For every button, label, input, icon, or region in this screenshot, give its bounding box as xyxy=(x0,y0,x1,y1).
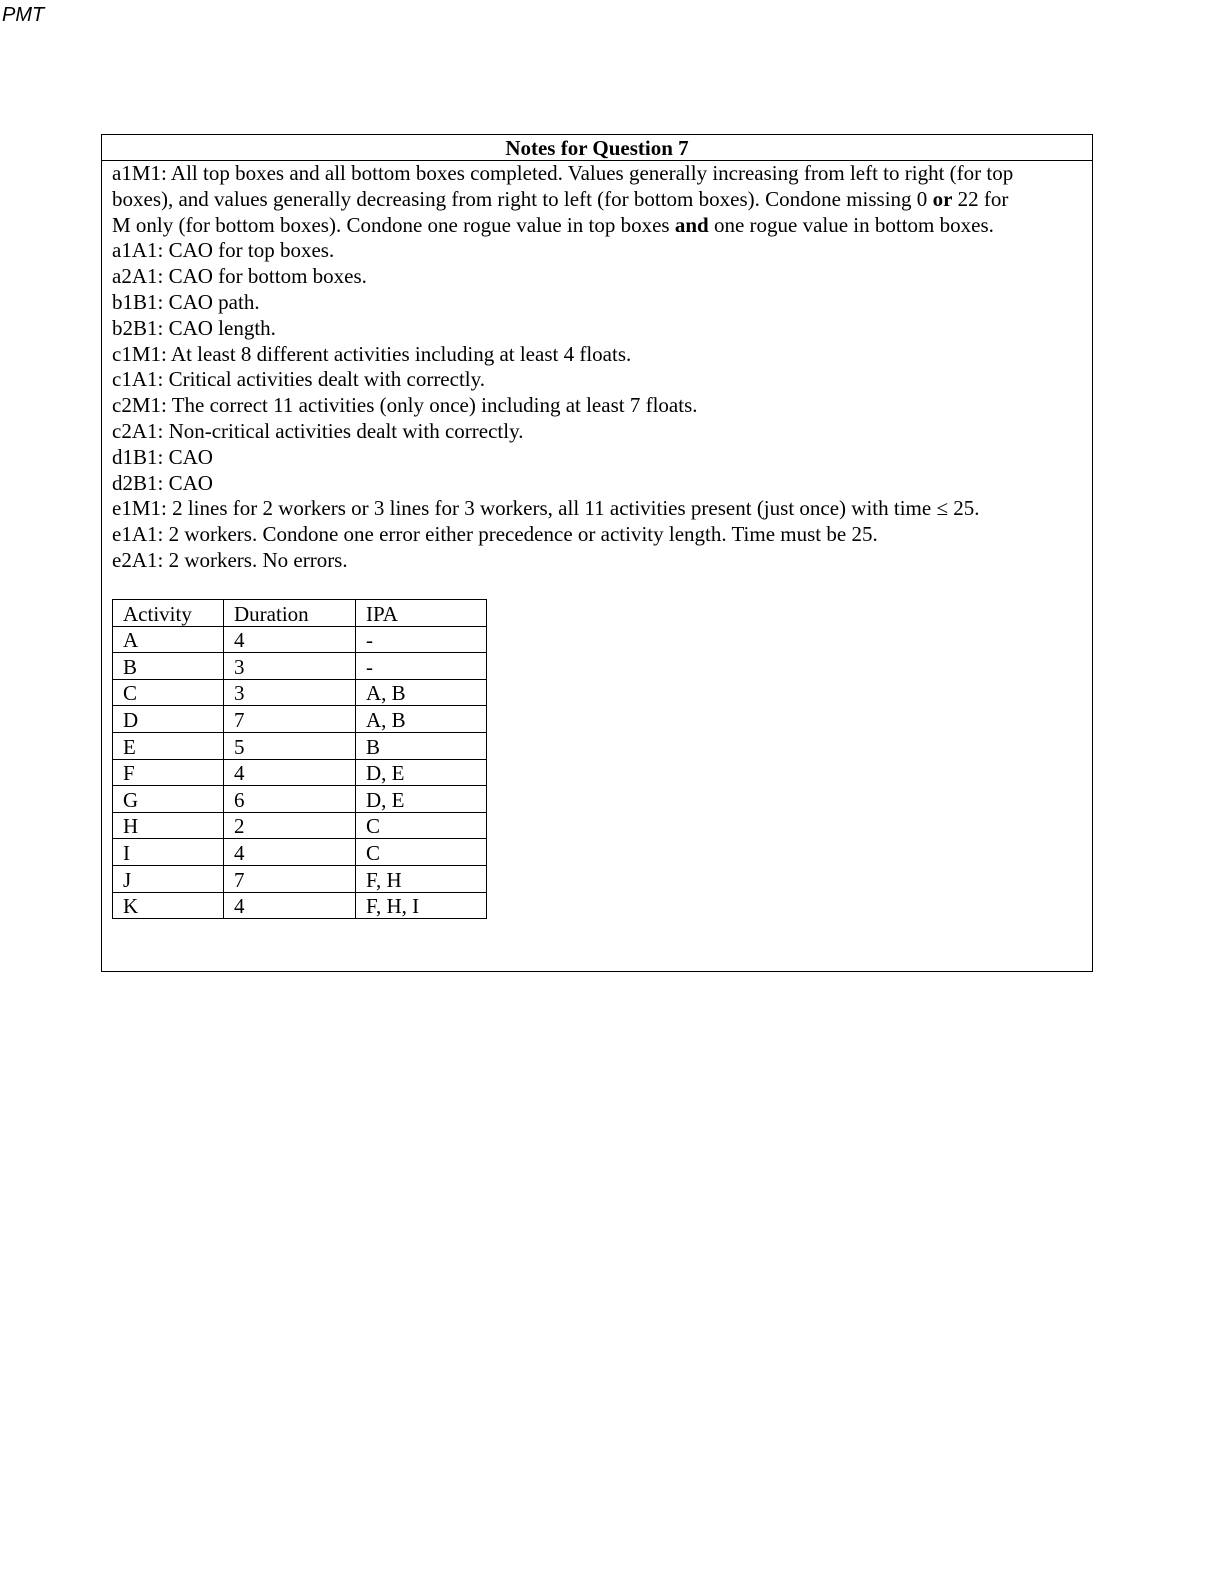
note-line: e1M1: 2 lines for 2 workers or 3 lines for 3 workers, all 11 activities present (just once) with time ≤ 25. xyxy=(112,496,980,521)
activity-table xyxy=(112,599,487,919)
table-cell: IPA xyxy=(356,600,487,627)
page-header: PMT xyxy=(2,4,45,26)
note-line: d2B1: CAO xyxy=(112,470,213,495)
table-cell: B xyxy=(356,732,487,759)
notes-title: Notes for Question 7 xyxy=(102,135,1092,161)
table-cell: D xyxy=(113,706,224,733)
bold-text: and xyxy=(674,212,709,237)
table-row xyxy=(113,732,487,759)
bold-text: or xyxy=(932,186,953,211)
table-cell: 2 xyxy=(224,812,356,839)
table-row xyxy=(113,653,487,680)
text: boxes), and values generally decreasing from right to left (for bottom boxes). Condone missing 0 xyxy=(112,186,933,211)
table-cell: H xyxy=(113,812,224,839)
note-line: e1A1: 2 workers. Condone one error either precedence or activity length. Time must be 25. xyxy=(112,522,878,547)
table-cell: G xyxy=(113,786,224,813)
table-cell: 7 xyxy=(224,865,356,892)
table-cell: C xyxy=(113,679,224,706)
table-cell: 4 xyxy=(224,626,356,653)
table-cell: I xyxy=(113,839,224,866)
table-row xyxy=(113,786,487,813)
note-a1m1-line1: a1M1: All top boxes and all bottom boxes completed. Values generally increasing from left to right (for top xyxy=(112,161,1014,185)
notes-box xyxy=(101,134,1093,972)
table-cell: F, H, I xyxy=(356,892,487,919)
text: 22 for xyxy=(952,186,1009,211)
table-row xyxy=(113,706,487,733)
table-cell: 3 xyxy=(224,653,356,680)
table-cell: K xyxy=(113,892,224,919)
table-header-row xyxy=(113,600,487,627)
table-cell: Duration xyxy=(224,600,356,627)
text: one rogue value in bottom boxes. xyxy=(708,212,994,237)
note-line: c2M1: The correct 11 activities (only once) including at least 7 floats. xyxy=(112,393,698,418)
table-row xyxy=(113,679,487,706)
table-cell: 5 xyxy=(224,732,356,759)
note-line: c1M1: At least 8 different activities including at least 4 floats. xyxy=(112,341,632,366)
table-row xyxy=(113,865,487,892)
table-cell: E xyxy=(113,732,224,759)
note-line: c1A1: Critical activities dealt with correctly. xyxy=(112,367,486,392)
note-line: d1B1: CAO xyxy=(112,444,213,469)
table-row xyxy=(113,759,487,786)
table-cell: J xyxy=(113,865,224,892)
table-cell: F xyxy=(113,759,224,786)
table-cell: C xyxy=(356,839,487,866)
notes-list xyxy=(102,161,1092,574)
table-cell: F, H xyxy=(356,865,487,892)
table-cell: A, B xyxy=(356,679,487,706)
table-cell: 4 xyxy=(224,892,356,919)
table-row xyxy=(113,892,487,919)
note-line: a1A1: CAO for top boxes. xyxy=(112,238,335,263)
table-cell: 6 xyxy=(224,786,356,813)
note-a1m1-line2 xyxy=(112,187,1082,213)
table-cell: B xyxy=(113,653,224,680)
note-line: b1B1: CAO path. xyxy=(112,289,260,314)
note-line: e2A1: 2 workers. No errors. xyxy=(112,547,348,572)
table-cell: D, E xyxy=(356,786,487,813)
table-cell: A, B xyxy=(356,706,487,733)
table-cell: D, E xyxy=(356,759,487,786)
note-line: c2A1: Non-critical activities dealt with correctly. xyxy=(112,418,524,443)
note-a1m1-line3 xyxy=(112,213,1082,239)
table-cell: A xyxy=(113,626,224,653)
note-line: a2A1: CAO for bottom boxes. xyxy=(112,264,367,289)
table-cell: - xyxy=(356,653,487,680)
text: M only (for bottom boxes). Condone one rogue value in top boxes xyxy=(112,212,675,237)
table-row xyxy=(113,626,487,653)
table-cell: C xyxy=(356,812,487,839)
note-line: b2B1: CAO length. xyxy=(112,315,276,340)
table-cell: 7 xyxy=(224,706,356,733)
table-row xyxy=(113,839,487,866)
table-row xyxy=(113,812,487,839)
table-cell: 3 xyxy=(224,679,356,706)
table-cell: 4 xyxy=(224,759,356,786)
table-cell: 4 xyxy=(224,839,356,866)
table-cell: - xyxy=(356,626,487,653)
table-cell: Activity xyxy=(113,600,224,627)
